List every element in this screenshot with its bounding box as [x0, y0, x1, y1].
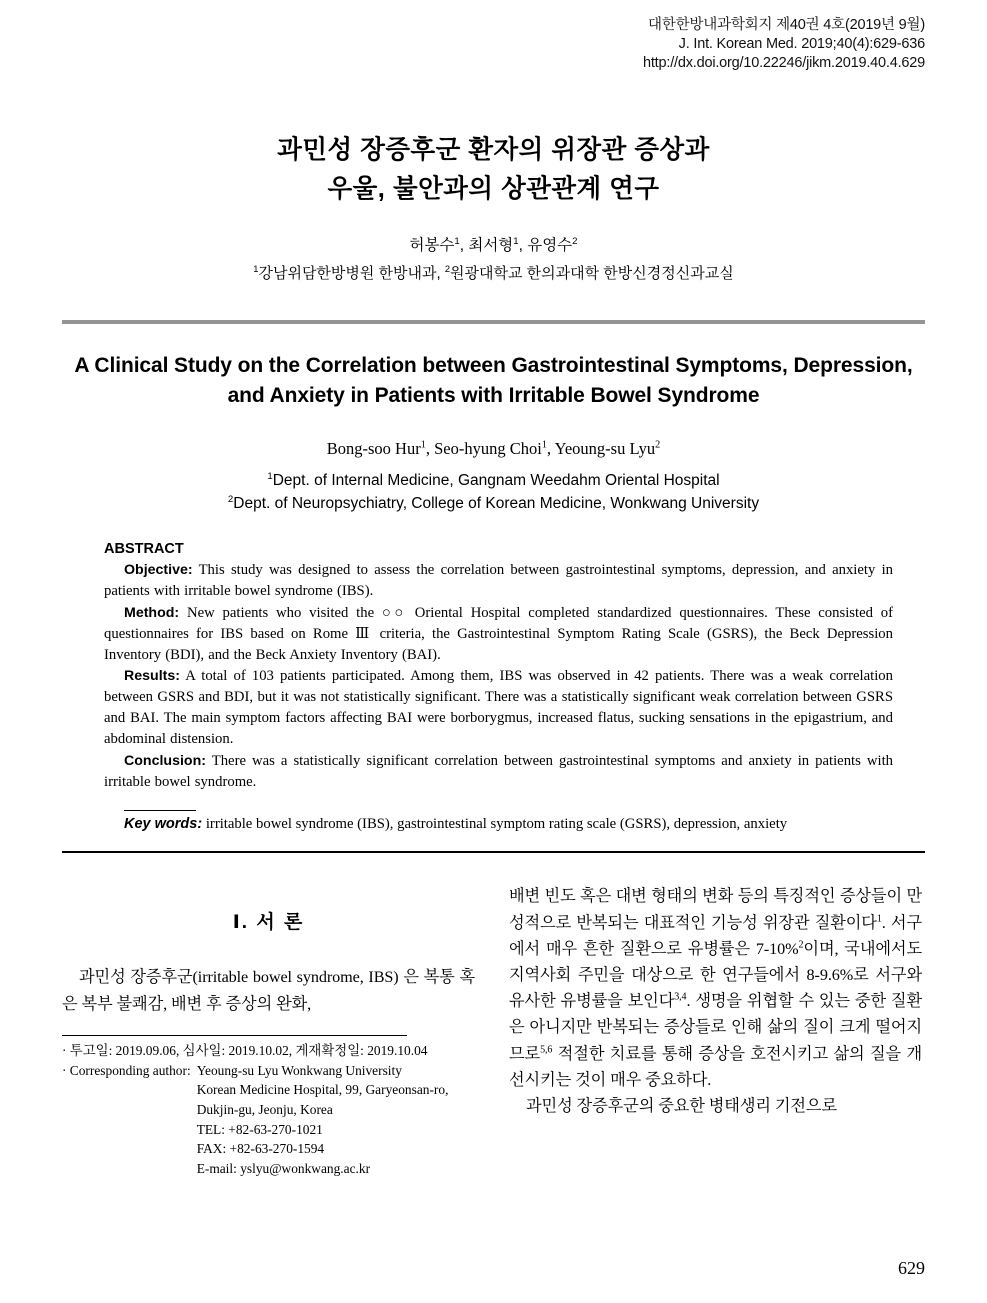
footnote-corr-body	[197, 1061, 449, 1179]
divider-thick-gray	[62, 320, 925, 324]
divider-thin-black	[62, 851, 925, 854]
affiliations-korean	[62, 262, 925, 286]
body-right-seg-3: 이며, 국내에서도 지역사회 주민을 대상으로 한 연구들에서 8-9.6%로 서구와 유사한 유병률을 보인다	[509, 939, 922, 1011]
author-korean-3-sup: 2	[572, 235, 578, 247]
column-left	[62, 883, 475, 1179]
abstract-results-text: A total of 103 patients participated. Among them, IBS was observed in 42 patients. There was a weak correlation between GSRS and BDI, but it was not statistically significant. There was a statistically significant weak correlation between GSRS and BAI. The main symptom factors affecting BAI were borborygmus, increased flatus, sucking sensations in the epigastrium, and abdominal distension.	[104, 668, 893, 748]
author-korean-sep-2: , 유영수	[518, 236, 573, 254]
body-right-seg-5: 적절한 치료를 통해 증상을 호전시키고 삶의 질을 개선시키는 것이 매우 중요하다.	[509, 1044, 922, 1089]
page-title-korean	[62, 131, 925, 208]
affiliation-english-2-sup: 2	[227, 493, 234, 505]
affiliation-english-1-row	[62, 469, 925, 492]
citation-ref-2[interactable]: 2	[798, 939, 804, 951]
column-right	[509, 883, 922, 1179]
body-left-line2: 은 복통 혹은 복부 불쾌감, 배변 후 증상의 완화,	[62, 968, 475, 1013]
citation-ref-3[interactable]: 3,4	[674, 991, 687, 1003]
abstract-method-label: Method:	[124, 604, 180, 621]
author-english-3-sup: 2	[655, 439, 661, 451]
body-right-seg-1: 배변 빈도 혹은 대변 형태의 변화 등의 특징적인 증상들이 만성적으로 반복되는 대표적인 기능성 위장관 질환이다	[509, 887, 922, 932]
body-paragraph-left-1	[62, 964, 475, 1016]
abstract-conclusion	[104, 751, 893, 793]
divider-footnote	[62, 1035, 407, 1036]
author-english-2: Seo-hyung Choi	[434, 438, 542, 458]
journal-header-citation: J. Int. Korean Med. 2019;40(4):629-636	[678, 36, 925, 53]
author-korean-1-sup: 1	[454, 235, 460, 247]
affiliation-english-2: Dept. of Neuropsychiatry, College of Korean Medicine, Wonkwang University	[233, 494, 760, 512]
footnote-corr-address-1: Korean Medicine Hospital, 99, Garyeonsan-ro,	[196, 1082, 449, 1098]
affiliation-korean-2: 원광대학교 한의과대학 한방신경정신과교실	[450, 264, 734, 282]
abstract-method	[104, 603, 893, 666]
keywords-label: Key words:	[124, 816, 203, 833]
abstract-objective-text: This study was designed to assess the correlation between gastrointestinal symptoms, depression, and anxiety in patients with irritable bowel syndrome (IBS).	[104, 562, 893, 599]
author-korean-1: 허봉수	[409, 236, 455, 254]
affiliation-korean-1-sup: 1	[253, 263, 259, 274]
author-english-1: Bong-soo Hur	[326, 438, 421, 458]
affiliations-english	[62, 469, 925, 516]
authors-english	[62, 437, 925, 462]
author-english-sep-1: ,	[425, 438, 435, 458]
affiliation-english-1-sup: 1	[267, 470, 273, 482]
author-korean-2-sup: 1	[513, 235, 519, 247]
body-right-seg-4: . 생명을 위협할 수 있는 중한 질환은 아니지만 반복되는 증상들로 인해 삶의 질이 크게 떨어지므로	[509, 992, 922, 1063]
abstract-results	[104, 666, 893, 750]
footnote-corr-email[interactable]: E-mail: yslyu@wonkwang.ac.kr	[196, 1161, 371, 1177]
abstract-heading: ABSTRACT	[104, 541, 184, 558]
affiliation-english-1: Dept. of Internal Medicine, Gangnam Weedahm Oriental Hospital	[272, 471, 720, 489]
footnote-corr-name: Yeoung-su Lyu Wonkwang University	[196, 1062, 402, 1078]
keywords-text: irritable bowel syndrome (IBS), gastrointestinal symptom rating scale (GSRS), depression, anxiety	[202, 816, 788, 833]
author-english-sep-2: ,	[546, 438, 555, 458]
author-english-2-sup: 1	[541, 439, 547, 451]
authors-korean	[62, 234, 925, 258]
abstract-method-text: New patients who visited the ○○ Oriental Hospital completed standardized questionnaires. These consisted of questionnaires for IBS based on Rome Ⅲ criteria, the Gastrointestinal Symptom Rating Scale (GSRS), the Beck Depression Inventory (BDI), and the Beck Anxiety Inventory (BAI).	[104, 604, 893, 663]
affiliation-korean-1: 강남위담한방병원 한방내과,	[258, 264, 445, 282]
body-paragraph-right-2: 과민성 장증후군의 중요한 병태생리 기전으로	[526, 1097, 837, 1116]
body-left-line1: 과민성 장증후군(irritable bowel syndrome, IBS)	[79, 968, 399, 987]
citation-ref-1[interactable]: 1	[876, 913, 882, 925]
affiliation-korean-2-sup: 2	[444, 263, 451, 274]
title-korean-line1: 과민성 장증후군 환자의 위장관 증상과	[277, 136, 710, 165]
keywords-line	[104, 814, 893, 835]
abstract-conclusion-text: There was a statistically significant correlation between gastrointestinal symptoms and anxiety in patients with irritable bowel syndrome.	[104, 752, 893, 790]
page-number: 629	[898, 1258, 925, 1278]
page-title-english	[62, 351, 925, 412]
section-heading-introduction: Ⅰ. 서 론	[232, 912, 305, 934]
abstract-conclusion-label: Conclusion:	[124, 752, 206, 769]
footnote-corr-tel: TEL: +82-63-270-1021	[196, 1121, 323, 1137]
divider-keywords	[124, 810, 196, 812]
affiliation-english-2-row	[62, 492, 925, 515]
footnote-corresponding-author	[62, 1061, 475, 1179]
journal-header-korean: 대한한방내과학회지 제40권 4호(2019년 9월)	[648, 17, 925, 33]
footnote-corr-label: · Corresponding author:	[62, 1062, 191, 1078]
footnote-corr-fax: FAX: +82-63-270-1594	[196, 1141, 325, 1157]
abstract-objective-label: Objective:	[124, 562, 193, 579]
author-english-3: Yeoung-su Lyu	[554, 438, 656, 458]
title-english-line2: and Anxiety in Patients with Irritable Bowel Syndrome	[227, 384, 760, 408]
citation-ref-4[interactable]: 5,6	[540, 1044, 553, 1056]
body-paragraph-right-1	[509, 883, 922, 1093]
body-columns	[62, 883, 925, 1179]
journal-header	[62, 0, 925, 73]
journal-header-doi[interactable]: http://dx.doi.org/10.22246/jikm.2019.40.4.629	[642, 55, 925, 72]
footnote-corr-address-2: Dukjin-gu, Jeonju, Korea	[196, 1102, 333, 1118]
author-english-1-sup: 1	[420, 439, 426, 451]
abstract-objective	[104, 560, 893, 602]
footnote-dates: · 투고일: 2019.09.06, 심사일: 2019.10.02, 게재확정일: 2019.10.04	[62, 1043, 428, 1059]
keywords-block	[104, 810, 893, 835]
author-korean-sep-1: , 최서형	[459, 236, 514, 254]
title-english-line1: A Clinical Study on the Correlation between Gastrointestinal Symptoms, Depression,	[74, 353, 913, 377]
abstract-section	[62, 541, 925, 835]
title-korean-line2: 우울, 불안과의 상관관계 연구	[327, 174, 660, 203]
abstract-results-label: Results:	[124, 668, 180, 685]
body-right-seg-2: . 서구에서 매우 흔한 질환으로 유병률은 7-10%	[509, 913, 922, 958]
